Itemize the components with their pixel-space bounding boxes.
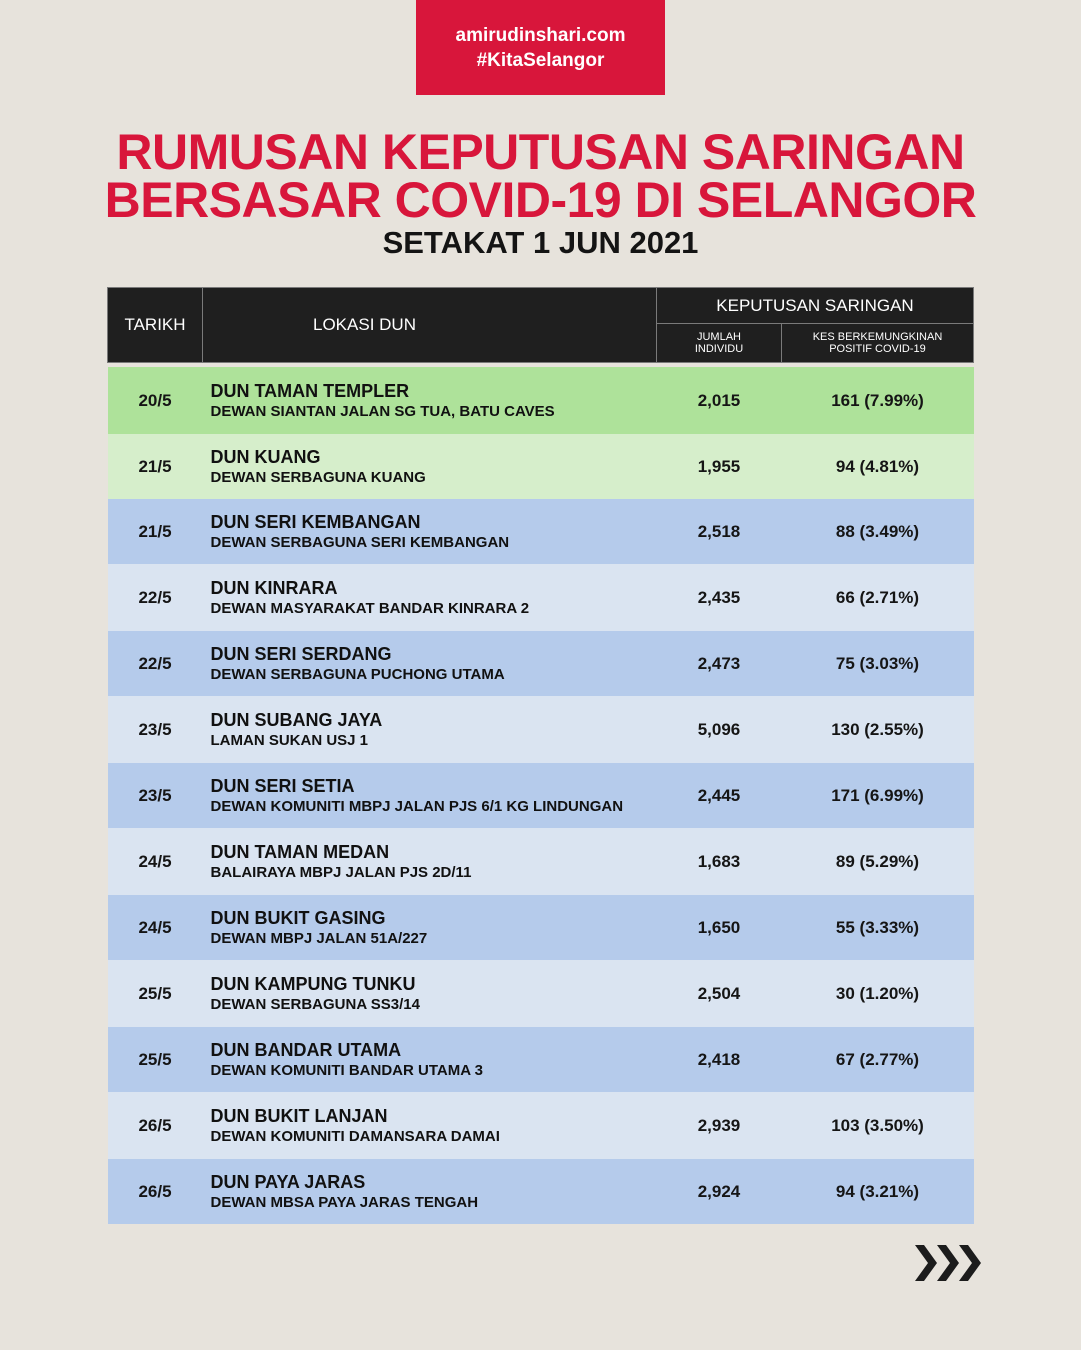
brand-hashtag[interactable]: #KitaSelangor <box>476 49 605 71</box>
row-date: 23/5 <box>138 785 172 805</box>
row-dun-name: DUN BUKIT LANJAN <box>210 1105 388 1126</box>
row-positive-cases: 94 (4.81%) <box>835 456 920 476</box>
row-individuals: 1,683 <box>697 851 741 871</box>
row-individuals: 5,096 <box>697 719 741 739</box>
row-positive-cases: 130 (2.55%) <box>831 719 924 739</box>
page-title-line-1: RUMUSAN KEPUTUSAN SARINGAN <box>116 124 965 180</box>
row-dun-name: DUN SUBANG JAYA <box>210 709 383 730</box>
row-location <box>203 434 657 499</box>
row-positive-cases: 161 (7.99%) <box>831 390 924 410</box>
row-location <box>203 696 657 763</box>
brand-badge <box>416 0 665 95</box>
row-location <box>203 763 657 828</box>
row-venue: DEWAN SIANTAN JALAN SG TUA, BATU CAVES <box>210 402 555 420</box>
table-row <box>108 828 974 895</box>
row-location <box>203 631 657 696</box>
header-date: TARIKH <box>108 288 203 363</box>
row-date: 24/5 <box>138 851 172 871</box>
row-date: 26/5 <box>138 1181 172 1201</box>
row-location <box>203 895 657 960</box>
row-individuals: 1,650 <box>697 917 741 937</box>
row-positive-cases: 94 (3.21%) <box>835 1181 920 1201</box>
row-dun-name: DUN KINRARA <box>210 577 338 598</box>
header-positive-line-1: KES BERKEMUNGKINAN <box>812 331 943 343</box>
row-venue: DEWAN KOMUNITI BANDAR UTAMA 3 <box>210 1061 483 1079</box>
row-location <box>203 499 657 564</box>
page-title-line-2: BERSASAR COVID-19 DI SELANGOR <box>104 172 977 228</box>
table-row <box>108 367 974 434</box>
row-individuals: 2,015 <box>697 390 741 410</box>
row-individuals: 2,435 <box>697 587 741 607</box>
row-location <box>203 1092 657 1159</box>
table-row <box>108 564 974 631</box>
row-individuals: 1,955 <box>697 456 741 476</box>
row-date: 21/5 <box>138 521 172 541</box>
header-positive-cases <box>782 324 974 363</box>
row-positive-cases: 89 (5.29%) <box>835 851 920 871</box>
row-date: 23/5 <box>138 719 172 739</box>
row-date: 25/5 <box>138 1049 172 1069</box>
row-location <box>203 564 657 631</box>
table-row <box>108 499 974 564</box>
header-individuals-line-1: JUMLAH <box>696 331 741 343</box>
row-positive-cases: 103 (3.50%) <box>831 1115 924 1135</box>
row-date: 22/5 <box>138 587 172 607</box>
row-individuals: 2,939 <box>697 1115 741 1135</box>
row-dun-name: DUN TAMAN TEMPLER <box>210 380 410 401</box>
screening-results-table <box>107 287 974 1224</box>
row-individuals: 2,445 <box>697 785 741 805</box>
row-dun-name: DUN PAYA JARAS <box>210 1171 366 1192</box>
row-venue: DEWAN MASYARAKAT BANDAR KINRARA 2 <box>210 599 530 617</box>
row-venue: DEWAN SERBAGUNA SERI KEMBANGAN <box>210 533 510 551</box>
brand-website[interactable]: amirudinshari.com <box>455 24 626 46</box>
row-location <box>203 828 657 895</box>
row-dun-name: DUN TAMAN MEDAN <box>210 841 390 862</box>
row-positive-cases: 88 (3.49%) <box>835 521 920 541</box>
header-individuals <box>657 324 782 363</box>
table-row <box>108 895 974 960</box>
row-dun-name: DUN BANDAR UTAMA <box>210 1039 402 1060</box>
row-dun-name: DUN SERI SETIA <box>210 775 355 796</box>
row-location <box>203 367 657 434</box>
row-individuals: 2,473 <box>697 653 741 673</box>
row-individuals: 2,504 <box>697 983 741 1003</box>
row-individuals: 2,418 <box>697 1049 741 1069</box>
row-date: 21/5 <box>138 456 172 476</box>
row-date: 25/5 <box>138 983 172 1003</box>
row-date: 22/5 <box>138 653 172 673</box>
page-subtitle: SETAKAT 1 JUN 2021 <box>382 225 699 260</box>
row-venue: DEWAN SERBAGUNA PUCHONG UTAMA <box>210 665 505 683</box>
row-dun-name: DUN KUANG <box>210 446 321 467</box>
table-body <box>108 363 974 1225</box>
row-venue: DEWAN SERBAGUNA KUANG <box>210 468 426 486</box>
row-positive-cases: 75 (3.03%) <box>835 653 920 673</box>
row-dun-name: DUN BUKIT GASING <box>210 907 386 928</box>
header-positive-line-2: POSITIF COVID-19 <box>829 343 926 355</box>
table-row <box>108 1092 974 1159</box>
row-venue: BALAIRAYA MBPJ JALAN PJS 2D/11 <box>210 863 472 881</box>
table-row <box>108 696 974 763</box>
row-venue: DEWAN MBSA PAYA JARAS TENGAH <box>210 1193 479 1211</box>
header-individuals-line-2: INDIVIDU <box>694 343 744 355</box>
table-row <box>108 1159 974 1224</box>
row-individuals: 2,518 <box>697 521 741 541</box>
row-location <box>203 1027 657 1092</box>
row-positive-cases: 171 (6.99%) <box>831 785 924 805</box>
table-row <box>108 631 974 696</box>
row-positive-cases: 67 (2.77%) <box>835 1049 920 1069</box>
table-row <box>108 960 974 1027</box>
row-positive-cases: 30 (1.20%) <box>835 983 920 1003</box>
triple-chevron-right-icon[interactable] <box>915 1245 983 1281</box>
row-venue: LAMAN SUKAN USJ 1 <box>210 731 369 749</box>
row-date: 20/5 <box>138 390 172 410</box>
row-location <box>203 960 657 1027</box>
row-location <box>203 1159 657 1224</box>
row-positive-cases: 55 (3.33%) <box>835 917 920 937</box>
row-venue: DEWAN KOMUNITI MBPJ JALAN PJS 6/1 KG LINDUNGAN <box>210 797 624 815</box>
row-venue: DEWAN MBPJ JALAN 51A/227 <box>210 929 428 947</box>
row-venue: DEWAN SERBAGUNA SS3/14 <box>210 995 420 1013</box>
header-location: LOKASI DUN <box>203 288 657 363</box>
row-dun-name: DUN SERI KEMBANGAN <box>210 511 421 532</box>
row-venue: DEWAN KOMUNITI DAMANSARA DAMAI <box>210 1127 500 1145</box>
row-dun-name: DUN KAMPUNG TUNKU <box>210 973 416 994</box>
row-dun-name: DUN SERI SERDANG <box>210 643 392 664</box>
row-date: 26/5 <box>138 1115 172 1135</box>
row-date: 24/5 <box>138 917 172 937</box>
table-header <box>108 288 974 363</box>
row-individuals: 2,924 <box>697 1181 741 1201</box>
table-row <box>108 763 974 828</box>
table-row <box>108 1027 974 1092</box>
row-positive-cases: 66 (2.71%) <box>835 587 920 607</box>
header-screening-results: KEPUTUSAN SARINGAN <box>657 288 974 324</box>
table-row <box>108 434 974 499</box>
